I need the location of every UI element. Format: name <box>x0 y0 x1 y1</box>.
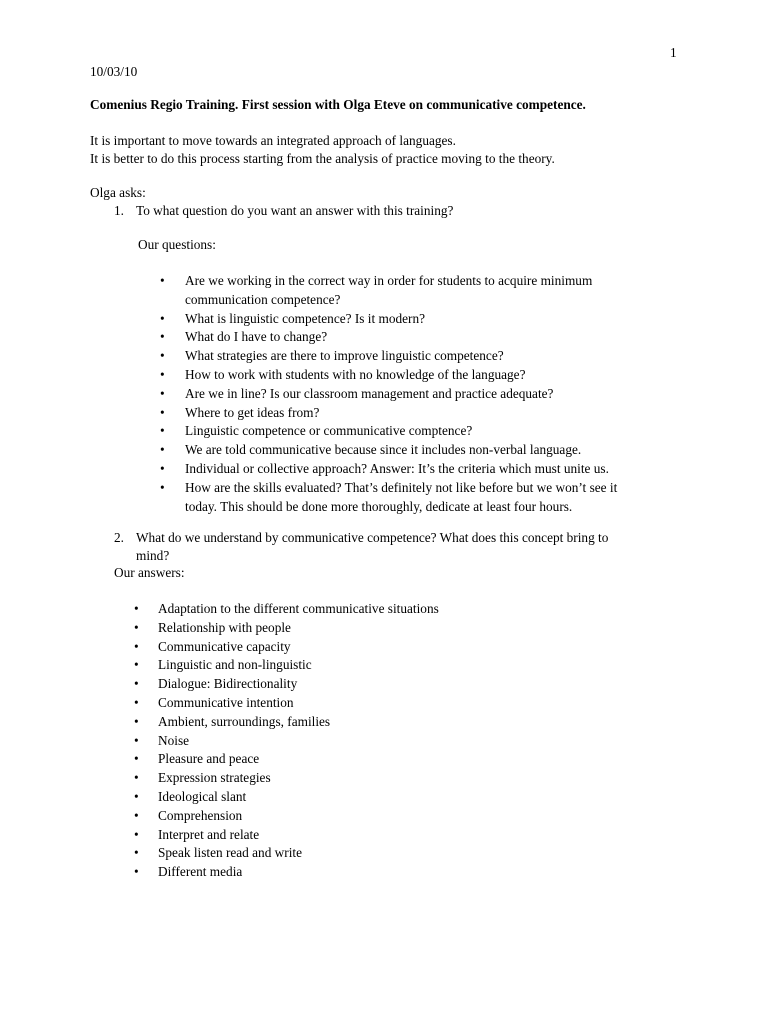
bullet-icon: • <box>134 657 139 673</box>
list-item-text: Relationship with people <box>158 619 291 635</box>
bullet-icon: • <box>160 423 165 439</box>
list-item-text: Pleasure and peace <box>158 751 260 767</box>
list-item-text: Ambient, surroundings, families <box>158 713 331 729</box>
list-item-text: Communicative intention <box>158 694 294 710</box>
list-item-text: What strategies are there to improve linguistic competence? <box>185 348 504 364</box>
list-item-text: Dialogue: Bidirectionality <box>158 676 298 692</box>
bullet-icon: • <box>160 460 165 476</box>
list-item-text: Different media <box>158 864 243 880</box>
list-item-text: Interpret and relate <box>158 826 260 842</box>
list-item-text: How are the skills evaluated? That’s definitely not like before but we won’t see it <box>185 479 618 495</box>
list-item-text: Adaptation to the different communicative situations <box>158 601 439 616</box>
bullet-icon: • <box>134 601 139 616</box>
bullet-icon: • <box>134 638 139 654</box>
bullet-icon: • <box>134 694 139 710</box>
bullet-icon: • <box>134 864 139 880</box>
bullet-icon: • <box>160 479 165 495</box>
our-questions-label: Our questions: <box>138 237 216 252</box>
bullet-icon: • <box>160 273 165 288</box>
olga-asks-label: Olga asks: <box>90 185 146 200</box>
bullet-icon: • <box>160 404 165 420</box>
question-2-text-line-1: What do we understand by communicative competence? What does this concept bring to <box>136 530 609 545</box>
question-1-number: 1. <box>114 203 124 218</box>
list-item-text: communication competence? <box>185 291 341 307</box>
document-title: Comenius Regio Training. First session with Olga Eteve on communicative competence. <box>90 97 586 112</box>
list-item-text: Individual or collective approach? Answer: It’s the criteria which must unite us. <box>185 460 609 476</box>
bullet-icon: • <box>134 619 139 635</box>
question-2-number: 2. <box>114 530 124 545</box>
list-item-text: Are we in line? Is our classroom management and practice adequate? <box>185 385 554 401</box>
bullet-icon: • <box>160 385 165 401</box>
bullet-icon: • <box>160 329 165 345</box>
bullet-icon: • <box>134 826 139 842</box>
bullet-icon: • <box>134 807 139 823</box>
list-item-text: Linguistic and non-linguistic <box>158 657 312 673</box>
list-item-text: today. This should be done more thoroughly, dedicate at least four hours. <box>185 498 573 514</box>
intro-line-1: It is important to move towards an integrated approach of languages. <box>90 133 456 148</box>
list-item-text: Expression strategies <box>158 770 271 786</box>
bullet-icon: • <box>160 348 165 364</box>
question-1-text: To what question do you want an answer with this training? <box>136 203 454 218</box>
list-item-text: What do I have to change? <box>185 329 328 345</box>
list-item-text: We are told communicative because since it includes non-verbal language. <box>185 442 582 458</box>
question-2-text-line-2: mind? <box>136 548 170 563</box>
bullet-icon: • <box>134 732 139 748</box>
bullet-icon: • <box>160 310 165 326</box>
list-item-text: Comprehension <box>158 807 243 823</box>
list-item-text: Communicative capacity <box>158 638 291 654</box>
bullet-icon: • <box>134 770 139 786</box>
list-item-text: Where to get ideas from? <box>185 404 320 420</box>
list-item-text: Are we working in the correct way in order for students to acquire minimum <box>185 273 593 288</box>
list-item-text: Linguistic competence or communicative comptence? <box>185 423 473 439</box>
list-item-text: Ideological slant <box>158 788 247 804</box>
list-item-text: Noise <box>158 732 190 748</box>
bullet-icon: • <box>134 713 139 729</box>
list-item-text: Speak listen read and write <box>158 845 302 861</box>
bullet-icon: • <box>134 845 139 861</box>
bullet-icon: • <box>160 442 165 458</box>
page-number: 1 <box>670 45 677 60</box>
intro-line-2: It is better to do this process starting from the analysis of practice moving to the theory. <box>90 151 555 166</box>
bullet-icon: • <box>134 788 139 804</box>
list-item-text: How to work with students with no knowledge of the language? <box>185 366 526 382</box>
bullet-icon: • <box>134 751 139 767</box>
list-item-text: What is linguistic competence? Is it modern? <box>185 310 426 326</box>
our-answers-label: Our answers: <box>114 565 185 580</box>
bullet-icon: • <box>134 676 139 692</box>
document-date: 10/03/10 <box>90 64 138 79</box>
bullet-icon: • <box>160 366 165 382</box>
